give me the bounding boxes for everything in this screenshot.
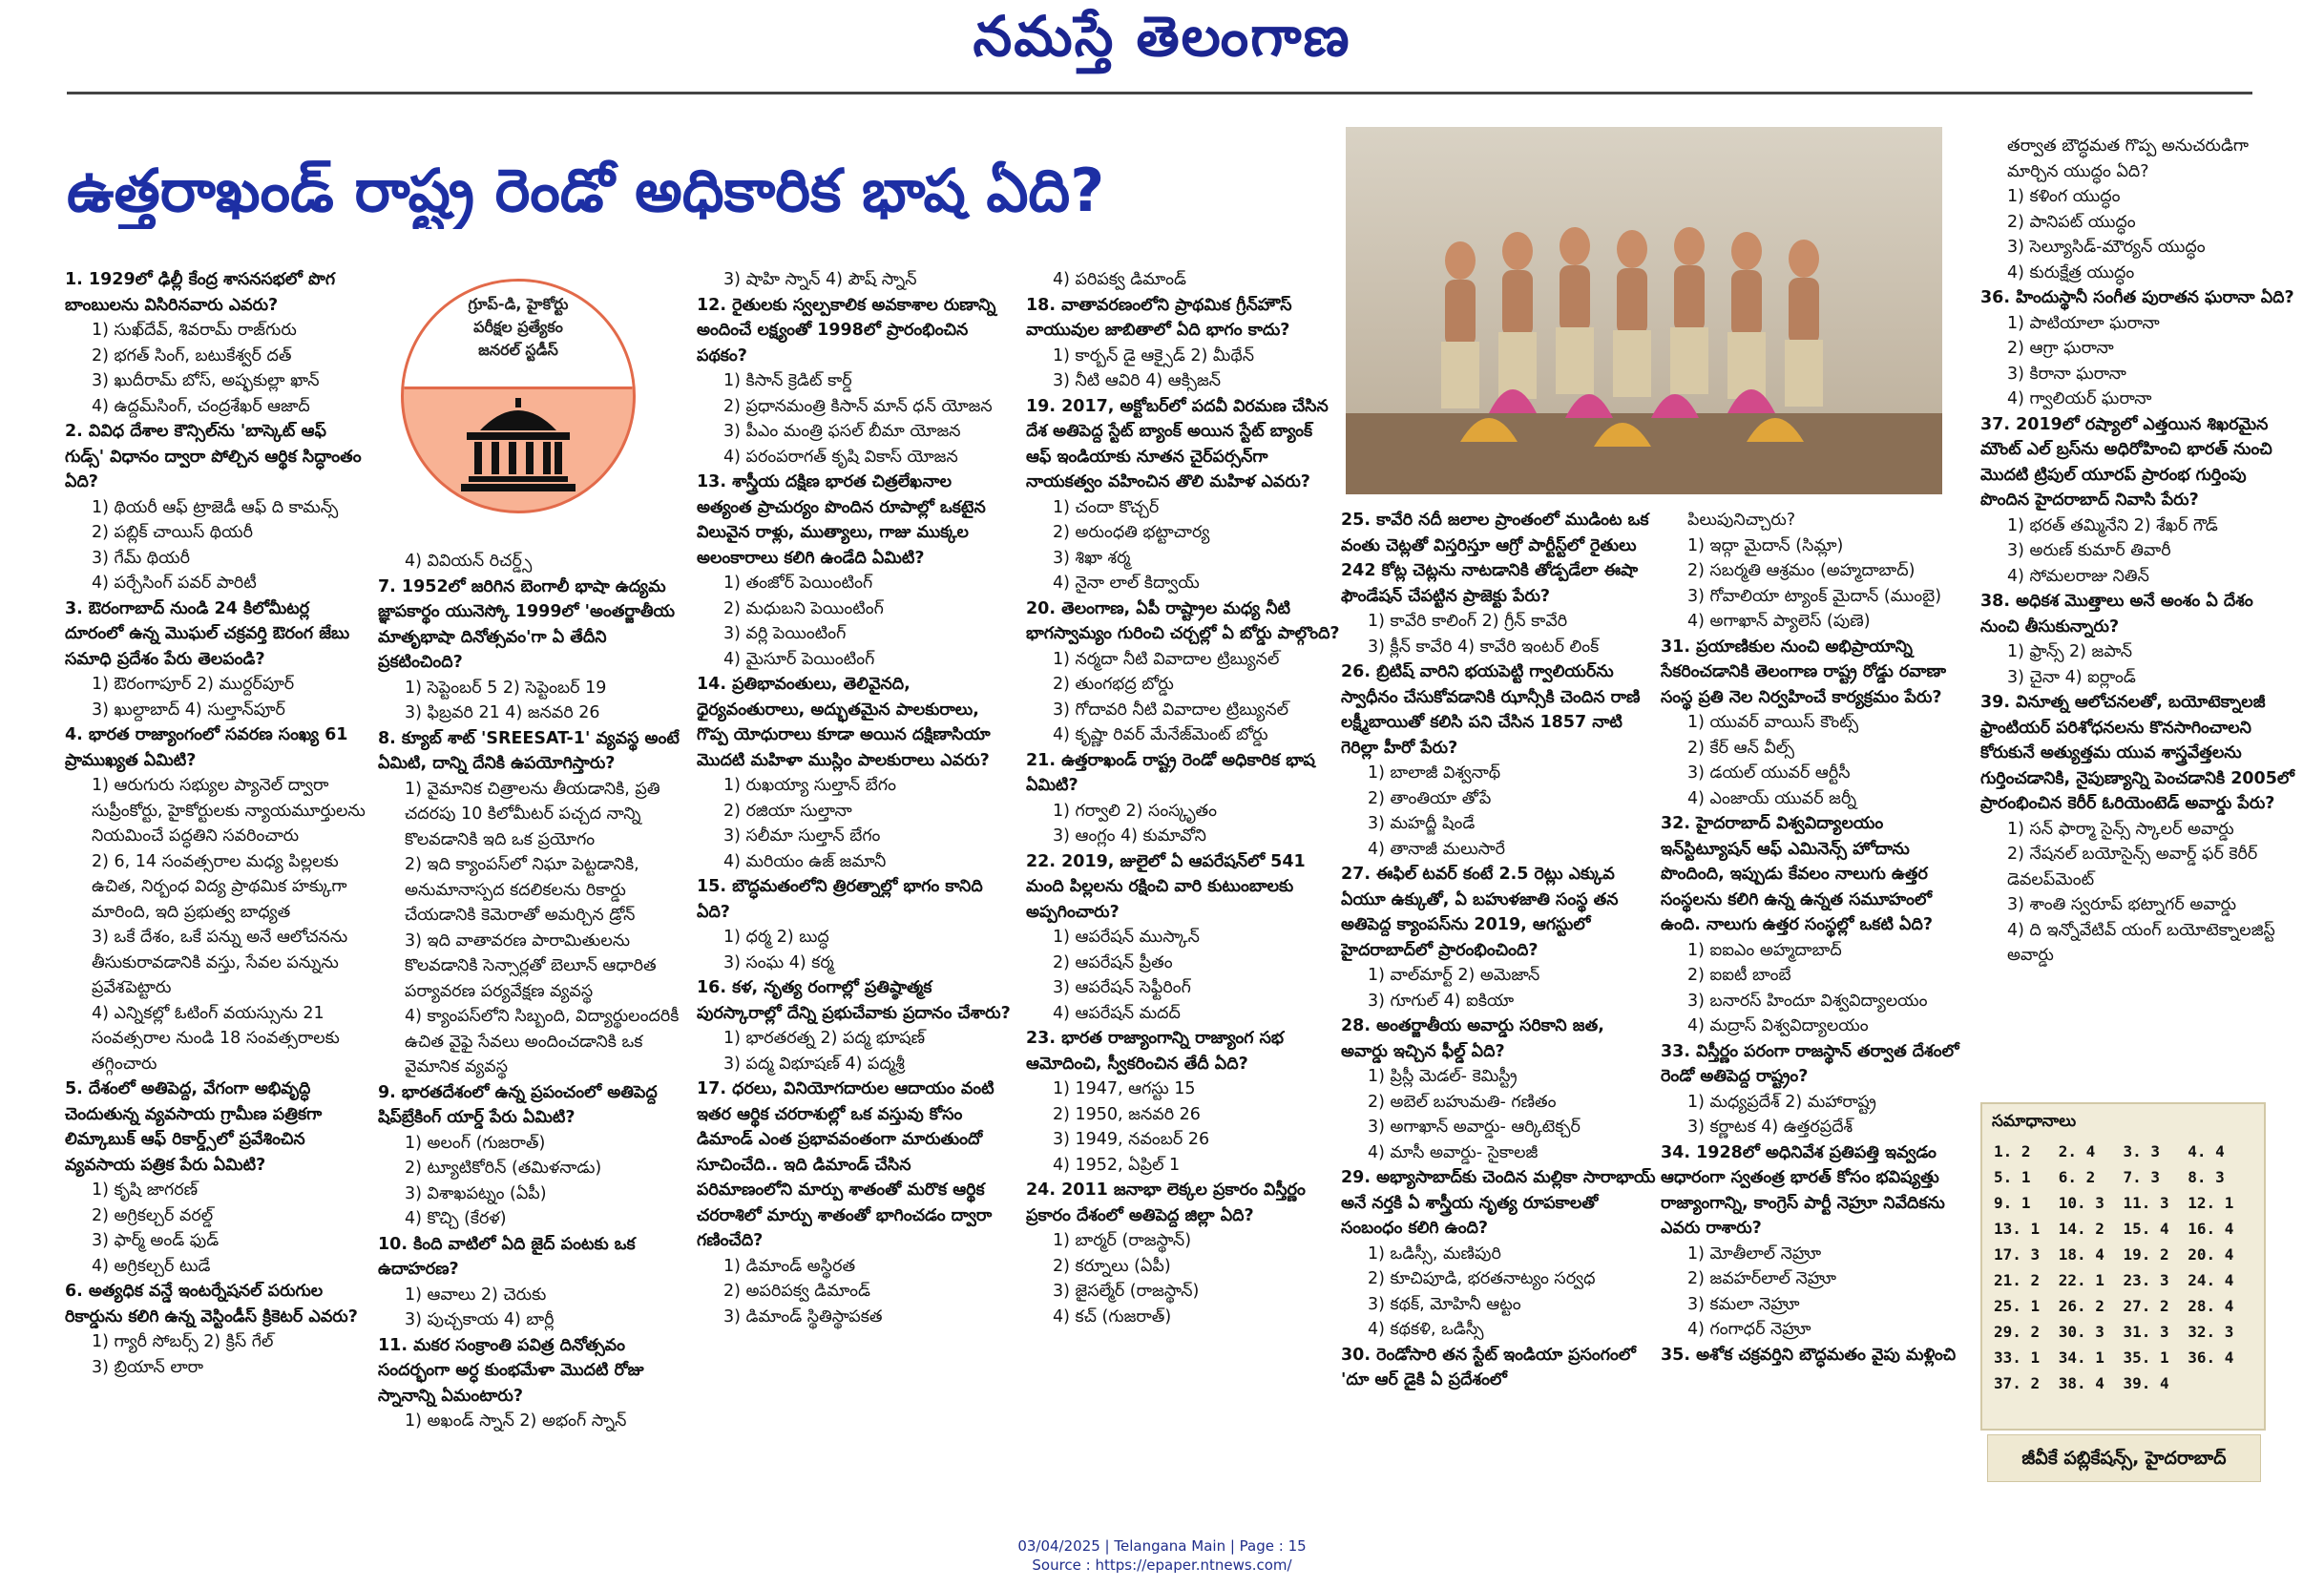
answer-option: 3) గూగుల్ 4) ఐకియా [1368,991,1515,1011]
question-text: 26. బ్రిటిష్ వారిని భయపెట్టి గ్వాలియర్‌ను స్వాధీనం చేసుకోవడానికి ఝాన్సీకి చెందిన రాణి లక్ష్మీబాయితో కలిసి పని చేసిన 1857 నాటి గెరిల్లా హీరో పేరు? [1341,662,1641,758]
badge-line-1: గ్రూప్-డి, హైకోర్టు [468,295,569,313]
answer-key-entry: 39. 4 [2123,1374,2169,1392]
answer-option: 4) మద్రాస్ విశ్వవిద్యాలయం [1687,1016,1869,1035]
answer-option: 3) కథక్, మోహినీ ఆట్టం [1368,1294,1521,1314]
answer-option: 2) అగ్రికల్చర్ వరల్డ్ [92,1205,214,1225]
question-text: 38. అధికశ మొత్తాలు అనే అంశం ఏ దేశం నుంచి తీసుకున్నారు? [1980,592,2253,637]
answer-option: 2) ఐఐటీ బాంబే [1687,966,1791,985]
answer-option: 3) డయల్ యువర్ ఆర్టీసీ [1687,763,1851,783]
answer-option: 3) గోవాలియా ట్యాంక్ మైదాన్ (ముంబై) [1687,586,1942,606]
footer-date-page: 03/04/2025 | Telangana Main | Page : 15 [1017,1537,1307,1555]
answer-option: 4) కొచ్చి (కేరళ) [405,1209,507,1228]
answer-option: 1) మధ్యప్రదేశ్ 2) మహారాష్ట్ర [1687,1092,1876,1112]
answer-option: 1) తంజోర్ పెయింటింగ్ [723,574,873,593]
answer-option: 3) బ్రియాన్ లారా [92,1357,204,1377]
question-text: 3. ఔరంగాబాద్ నుండి 24 కిలోమీటర్ల దూరంలో ఉన్న మొఘల్ చక్రవర్తి ఔరంగ జేబు సమాధి ప్రదేశం పేరు తెలపండి? [65,598,350,669]
answer-option: 4) పరంపరాగత్ కృషి వికాస్ యోజన [723,447,958,467]
newspaper-title: నమస్తే తెలంగాణ [973,4,1351,69]
answer-key-entry: 28. 4 [2188,1297,2234,1315]
answer-option: 2) భగత్ సింగ్, బటుకేశ్వర్ దత్ [92,345,292,366]
answer-key-entry: 3. 3 [2123,1142,2161,1160]
answer-option: 1) ఫ్రాన్స్ 2) జపాన్ [2007,642,2133,661]
answer-option: 1) కిసాన్ క్రెడిట్ కార్డ్ [723,371,852,390]
answer-option: 1) డిమాండ్ అస్థిరత [723,1256,856,1276]
answer-key-entry: 12. 1 [2188,1194,2234,1212]
answer-option: 4) 1952, ఏప్రిల్ 1 [1053,1155,1181,1175]
answer-option: 2) మధుబని పెయింటింగ్ [723,598,884,618]
answer-option: 3) వర్లి పెయింటింగ్ [723,624,847,643]
answer-option: 3) చైనా 4) ఐర్లాండ్ [2007,667,2136,687]
answer-option: 3) పద్మ విభూషణ్ 4) పద్మశ్రీ [723,1054,905,1074]
answer-option: 1) కార్బన్ డై ఆక్సైడ్ 2) మీథేన్ [1053,345,1255,366]
answer-key-entry: 34. 1 [2058,1348,2104,1367]
answer-option: 1) కృషి జాగరణ్ [92,1181,199,1200]
answer-option: 2) అబెల్ బహుమతి- గణితం [1368,1092,1557,1112]
answer-option: 3) ఒకే దేశం, ఒకే పన్ను అనే ఆలోచనను తీసుకురావడానికి వస్తు, సేవల పన్నును ప్రవేశపెట్టారు [92,928,348,997]
column-6 [1661,508,1966,1472]
question-text: 25. కావేరి నదీ జలాల ప్రాంతంలో ముడింట ఒక వంతు చెట్లతో విస్తరిస్తూ ఆగ్రో పార్టీస్ట్‌లో రైతులు 242 కోట్ల చెట్లను నాటడానికి తోడ్పడేలా ఈషా ఫౌండేషన్ చేపట్టిన ప్రాజెక్టు పేరు? [1341,511,1649,606]
answer-option: 3) విశాఖపట్నం (ఏపీ) [405,1183,547,1203]
answer-option: 3) నీటి ఆవిరి 4) ఆక్సిజన్ [1053,371,1222,390]
answer-option: 3) ఇది వాతావరణ పారామితులను కొలవడానికి సెన్సార్లతో బెలూన్ ఆధారిత పర్యావరణ పర్యవేక్షణ వ్యవస్థ [405,930,657,1001]
answer-option: 3) బనారస్ హిందూ విశ్వవిద్యాలయం [1687,991,1928,1011]
answer-key-grid [1982,1139,2264,1396]
answer-key-entry: 11. 3 [2123,1194,2169,1212]
question-text: 27. ఈఫిల్ టవర్ కంటే 2.5 రెట్లు ఎక్కువ ఏయూ ఉక్కుతో, ఏ బహుళజాతి సంస్థ తన అతిపెద్ద క్యాంపస్‌ను 2019, ఆగస్టులో హైదరాబాద్‌లో ప్రారంభించింది? [1341,865,1619,960]
answer-key-title: సమాధానాలు [1992,1112,2077,1131]
answer-option: పిలుపునిచ్చారు? [1687,511,1796,530]
answer-option: 3) గోదావరి నీటి వివాదాల ట్రిబ్యునల్ [1053,700,1289,720]
answer-option: 3) 1949, నవంబర్ 26 [1053,1130,1210,1149]
answer-option: 3) అగాఖాన్ అవార్డు- ఆర్కిటెక్చర్ [1368,1118,1581,1137]
answer-key-entry: 25. 1 [1994,1297,2041,1315]
question-text: 30. రెండోసారి తన స్టేట్ ఇండియా ప్రసంగంలో 'దూ ఆర్ డైకి ఏ ప్రదేశంలో [1341,1345,1636,1390]
masthead-divider [67,92,2252,94]
answer-option: 2) రజియా సుల్తానా [723,801,852,821]
answer-option: 1) ఆపరేషన్ ముస్కాన్ [1053,928,1200,947]
answer-key-entry: 10. 3 [2058,1194,2104,1212]
answer-option: 2) ఆగ్రా ఘరానా [2007,339,2114,358]
answer-option: 3) శిఖా శర్మ [1053,548,1131,568]
answer-option: 4) కథకళి, ఒడిస్సీ [1368,1320,1484,1339]
answer-option: 3) మహద్జీ షిండే [1368,814,1476,833]
answer-option: 4) నైనా లాల్ కిద్వాయ్ [1053,574,1200,593]
answer-option: 3) ఆంగ్లం 4) కుమావోని [1053,826,1206,846]
column-3 [697,267,1012,1470]
answer-option: 4) కచ్ (గుజరాత్) [1053,1306,1172,1327]
answer-option: 1) కావేరి కాలింగ్ 2) గ్రీన్ కావేరి [1368,612,1568,631]
answer-option: 1) సుఖ్‌దేవ్, శివరామ్ రాజ్‌గురు [92,321,297,340]
question-text: 36. హిందుస్థానీ సంగీత పురాతన ఘరానా ఏది? [1980,288,2294,307]
question-text: 33. విస్తీర్ణం పరంగా రాజస్థాన్ తర్వాత దేశంలో రెండో అతిపెద్ద రాష్ట్రం? [1661,1041,1959,1086]
answer-option: 4) ఎన్నికల్లో ఓటింగ్ వయస్సును 21 సంవత్సరాల నుండి 18 సంవత్సరాలకు తగ్గించారు [92,1003,340,1074]
question-text: 11. మకర సంక్రాంతి పవిత్ర దినోత్సవం సందర్భంగా అర్ధ కుంభమేళా మొదటి రోజు స్నానాన్ని ఏమంటారు? [378,1335,644,1406]
answer-option: 1) పాటియాలా ఘరానా [2007,313,2160,333]
answer-option: 3) జైసల్మేర్ (రాజస్థాన్) [1053,1282,1200,1301]
answer-option: 2) తాంతియా తోపే [1368,788,1492,808]
column-7 [1980,134,2295,1097]
building-icon [404,396,633,501]
answer-option: 2) తుంగభద్ర బోర్డు [1053,675,1174,694]
answer-key-entry: 9. 1 [1994,1194,2031,1212]
question-text: 31. ప్రయాణికుల నుంచి అభిప్రాయాన్ని సేకరించడానికి తెలంగాణ రాష్ట్ర రోడ్డు రవాణా సంస్థ ప్రతి నెల నిర్వహించే కార్యక్రమం పేరు? [1661,637,1946,707]
answer-key-entry: 19. 2 [2123,1245,2169,1264]
answer-option: 2) కూచిపూడి, భరతనాట్యం సర్వధ [1368,1269,1596,1288]
answer-option: 4) గ్వాలియర్ ఘరానా [2007,389,2152,408]
question-text: 10. కింది వాటిలో ఏది జైద్ పంటకు ఒక ఉదాహరణ? [378,1234,636,1279]
answer-option: 1) అఖండ్ స్నాన్ 2) అభంగ్ స్నాన్ [405,1411,627,1431]
question-text: 24. 2011 జనాభా లెక్కల ప్రకారం విస్తీర్ణం ప్రకారం దేశంలో అతిపెద్ద జిల్లా ఏది? [1026,1181,1306,1225]
answer-option: 3) కమలా నెహ్రూ [1687,1294,1800,1314]
answer-option: 4) అగాఖాన్ ప్యాలెస్ (పుణె) [1687,612,1871,631]
answer-option: 1) ఔరంగాపూర్ 2) ముర్దర్‌పూర్ [92,675,295,694]
answer-key-entry: 15. 4 [2123,1220,2169,1238]
answer-option: 1) 1947, ఆగస్టు 15 [1053,1079,1196,1098]
column-2 [378,549,683,1465]
answer-option: 1) సెప్టెంబర్ 5 2) సెప్టెంబర్ 19 [405,678,607,698]
answer-option: తర్వాత బౌద్ధమత గొప్ప అనుచరుడిగా మార్చిన యుద్ధం ఏది? [2007,136,2250,181]
answer-key-entry: 16. 4 [2188,1220,2234,1238]
answer-option: 4) క్యాంపస్‌లోని సిబ్బంది, విద్యార్థులందరికీ ఉచిత వైఫై సేవలు అందించడానికి ఒక వైమానిక వ్యవస్థ [405,1007,680,1076]
answer-option: 3) ఖుదీరామ్ బోస్, అష్ఫకుల్లా ఖాన్ [92,371,320,390]
answer-option: 4) ఆపరేషన్ మదద్ [1053,1003,1181,1023]
question-text: 7. 1952లో జరిగిన బెంగాలీ భాషా ఉద్యమ జ్ఞాపకార్థం యునెస్కో 1999లో 'అంతర్జాతీయ మాతృభాషా దినోత్సవం'గా ఏ తేదీని ప్రకటించింది? [378,576,676,672]
answer-key-entry: 18. 4 [2058,1245,2104,1264]
question-text: 5. దేశంలో అతిపెద్ద, వేగంగా అభివృద్ధి చెందుతున్న వ్యవసాయ గ్రామీణ పత్రికగా లిమ్కాబుక్ ఆఫ్ రికార్డ్స్‌లో ప్రవేశించిన వ్యవసాయ పత్రిక పేరు ఏమిటి? [65,1079,323,1175]
answer-option: 1) ఇద్గా మైదాన్ (సిమ్లా) [1687,535,1844,555]
answer-option: 4) గంగాధర్ నెహ్రూ [1687,1320,1811,1339]
answer-key-entry: 36. 4 [2188,1348,2234,1367]
answer-option: 1) బాలాజీ విశ్వనాథ్ [1368,763,1501,783]
answer-key-entry: 13. 1 [1994,1220,2041,1238]
question-text: 12. రైతులకు స్వల్పకాలిక అవకాశాల రుణాన్ని అందించే లక్ష్యంతో 1998లో ప్రారంభించిన పథకం? [697,295,996,366]
column-4 [1026,267,1341,1470]
answer-option: 3) శాంతి స్వరూప్ భట్నాగర్ అవార్డు [2007,895,2237,914]
answer-key-entry: 26. 2 [2058,1297,2104,1315]
question-text: 15. బౌద్ధమతంలోని త్రిరత్నాల్లో భాగం కానిది ఏది? [697,877,983,922]
answer-option: 4) కురుక్షేత్ర యుద్ధం [2007,262,2135,282]
question-text: 39. వినూత్న ఆలోచనలతో, బయోటెక్నాలజీ ఫ్రాంటియర్ పరిశోధనలను కొనసాగించాలని కోరుకునే అత్యుత్తమ యువ శాస్త్రవేత్తలను గుర్తించడానికి, నైపుణ్యాన్ని పెంచడానికి 2005లో ప్రారంభించిన కెరీర్ ఓరియెంటెడ్ అవార్డు పేరు? [1980,693,2294,813]
page-headline: ఉత్తరాఖండ్ రాష్ట్ర రెండో అధికారిక భాష ఏది? [67,156,1105,225]
answer-key-entry: 7. 3 [2123,1168,2161,1186]
answer-option: 2) కర్నూలు (ఏపీ) [1053,1256,1171,1276]
question-text: 13. శాస్త్రీయ దక్షిణ భారత చిత్రలేఖనాల అత్యంత ప్రాచుర్యం పొందిన రూపాల్లో ఒకటైన విలువైన రాళ్లు, ముత్యాలు, గాజు ముక్కల అలంకారాలు కలిగి ఉండేది ఏమిటి? [697,472,986,568]
question-text: 28. అంతర్జాతీయ అవార్డు సరికాని జత, అవార్డు ఇచ్చిన ఫీల్డ్ ఏది? [1341,1016,1604,1061]
question-text: 14. ప్రతిభావంతులు, తెలివైనది, ధైర్యవంతురాలు, అద్భుతమైన పాలకురాలు, గొప్ప యోధురాలు కూడా అయిన దక్షిణాసియా మొదటి మహిళా ముస్లిం పాలకురాలు ఎవరు? [697,675,991,770]
answer-option: 3) ఆపరేషన్ సెఫ్టీరింగ్ [1053,978,1191,997]
answer-option: 2) ఆపరేషన్ ప్రీతం [1053,952,1173,972]
answer-option: 1) ఒడిస్సీ, మణిపురి [1368,1243,1501,1264]
answer-option: 4) ఉద్దమ్‌సింగ్, చంద్రశేఖర్ ఆజాద్ [92,396,310,416]
column-1 [65,267,368,1470]
answer-option: 4) కృష్ణా రివర్ మేనేజ్‌మెంట్ బోర్డు [1053,725,1268,744]
answer-option: 1) ఆవాలు 2) చెరుకు [405,1285,547,1305]
answer-option: 1) యువర్ వాయిస్ కౌంట్స్ [1687,713,1859,732]
answer-option: 3) డిమాండ్ స్థితిస్థాపకత [723,1306,883,1327]
answer-option: 2) కేర్ ఆన్ వీల్స్ [1687,738,1795,758]
answer-option: 2) ట్యూటికోరిన్ (తమిళనాడు) [405,1159,602,1178]
answer-key-entry: 37. 2 [1994,1374,2041,1392]
answer-option: 2) జవహర్‌లాల్ నెహ్రూ [1687,1269,1836,1288]
answer-option: 3) సెల్యూసిడ్-మౌర్యన్ యుద్ధం [2007,238,2206,257]
question-text: 23. భారత రాజ్యాంగాన్ని రాజ్యాంగ సభ ఆమోదించి, స్వీకరించిన తేదీ ఏది? [1026,1029,1284,1074]
dancers-photo [1346,127,1942,494]
answer-key-entry: 8. 3 [2188,1168,2225,1186]
question-text: 2. వివిధ దేశాల కౌన్సిల్‌ను 'బాస్కెట్ ఆఫ్ గుడ్స్' విధానం ద్వారా పోల్చిన ఆర్థిక సిద్ధాంతం ఏది? [65,422,362,491]
answer-key-entry: 30. 3 [2058,1323,2104,1341]
answer-key-entry: 1. 2 [1994,1142,2031,1160]
answer-option: 2) పానిపట్ యుద్ధం [2007,212,2136,232]
answer-option: 1) చందా కొచ్చర్ [1053,497,1160,517]
answer-option: 4) వివియన్ రిచర్డ్స్ [405,552,533,571]
answer-key-entry: 17. 3 [1994,1245,2041,1264]
question-text: 21. ఉత్తరాఖండ్ రాష్ట్ర రెండో అధికారిక భాష ఏమిటి? [1026,750,1315,795]
answer-key-box [1980,1102,2266,1431]
answer-option: 4) మైసూర్ పెయింటింగ్ [723,649,875,669]
answer-option: 4) తానాజీ మలుసారే [1368,839,1506,859]
answer-option: 2) 6, 14 సంవత్సరాల మధ్య పిల్లలకు ఉచిత, నిర్బంధ విద్య ప్రాథమిక హక్కుగా మారింది, ఇది ప్రభుత్వ బాధ్యత [92,851,347,922]
answer-option: 1) సన్ ఫార్మా సైన్స్ స్కాలర్ అవార్డు [2007,819,2234,839]
answer-key-entry: 4. 4 [2188,1142,2225,1160]
answer-key-entry: 31. 3 [2123,1323,2169,1341]
answer-option: 1) ఐఐఎం అహ్మదాబాద్ [1687,940,1842,960]
question-text: 20. తెలంగాణ, ఏపీ రాష్ట్రాల మధ్య నీటి భాగస్వామ్యం గురించి చర్చల్లో ఏ బోర్డు పాల్గొంది? [1026,598,1340,643]
question-text: 19. 2017, అక్టోబర్‌లో పదవీ విరమణ చేసిన దేశ అతిపెద్ద స్టేట్ బ్యాంక్ అయిన స్టేట్ బ్యాంక్ ఆఫ్ ఇండియాకు నూతన చైర్‌పర్సన్‌గా నాయకత్వం వహించిన తొలి మహిళ ఎవరు? [1026,396,1329,491]
answer-option: 3) ఫార్మ్ అండ్ ఫుడ్ [92,1231,220,1250]
badge-line-2: పరీక్షల ప్రత్యేకం [473,318,563,336]
answer-option: 3) షాహి స్నాన్ 4) పౌష్ స్నాన్ [723,270,917,289]
question-text: 17. ధరలు, వినియోగదారుల ఆదాయం వంటి ఇతర ఆర్థిక చరరాశుల్లో ఒక వస్తువు కోసం డిమాండ్ ఎంత ప్రభావవంతంగా మారుతుందో సూచించేది.. ఇది డిమాండ్ చేసిన పరిమాణంలోని మార్పు శాతంతో మరొక ఆర్థిక చరరాశిలో మార్పు శాతంతో భాగించడం ద్వారా గణించేది? [697,1079,995,1250]
answer-key-entry: 32. 3 [2188,1323,2234,1341]
answer-option: 4) ది ఇన్నోవేటివ్ యంగ్ బయోటెక్నాలజిస్ట్ అవార్డు [2007,920,2275,965]
answer-option: 1) భారతరత్న 2) పద్మ భూషణ్ [723,1029,926,1048]
question-text: 22. 2019, జులైలో ఏ ఆపరేషన్‌లో 541 మంది పిల్లలను రక్షించి వారి కుటుంబాలకు అప్పగించారు? [1026,851,1306,922]
answer-key-entry: 33. 1 [1994,1348,2041,1367]
answer-key-entry: 6. 2 [2058,1168,2096,1186]
answer-option: 1) వాల్‌మార్ట్ 2) అమెజాన్ [1368,966,1540,985]
answer-option: 3) ఖుల్దాబాద్ 4) సుల్తాన్‌పూర్ [92,700,285,720]
answer-key-entry: 27. 2 [2123,1297,2169,1315]
question-text: 6. అత్యధిక వన్డే ఇంటర్నేషనల్ పరుగుల రికార్డును కలిగి ఉన్న వెస్టిండీస్ క్రికెటర్ ఎవరు? [65,1282,358,1327]
section-badge [401,279,636,513]
answer-key-entry: 24. 4 [2188,1271,2234,1289]
answer-option: 2) నేషనల్ బయోసైన్స్ అవార్డ్ ఫర్ కెరీర్ డెవలప్‌మెంట్ [2007,845,2258,889]
answer-option: 3) కిరానా ఘరానా [2007,364,2126,384]
masthead [0,0,2324,88]
answer-option: 2) అపరిపక్వ డిమాండ్ [723,1282,870,1301]
answer-option: 3) కర్ణాటక 4) ఉత్తరప్రదేశ్ [1687,1118,1853,1137]
question-text: 18. వాతావరణంలోని ప్రాథమిక గ్రీన్‌హౌస్ వాయువుల జాబితాలో ఏది భాగం కాదు? [1026,295,1292,340]
answer-option: 3) సలీమా సుల్తాన్ బేగం [723,826,881,846]
answer-option: 1) మోతీలాల్ నెహ్రూ [1687,1243,1822,1264]
question-text: 37. 2019లో రష్యాలో ఎత్తయిన శిఖరమైన మౌంట్ ఎల్ బ్రస్‌ను అధిరోహించి భారత్ నుంచి మొదటి ట్రిపుల్ యూరప్ ప్రారంభ గుర్తింపు పొందిన హైదరాబాద్ నివాసి పేరు? [1980,414,2272,510]
answer-option: 4) అగ్రికల్చర్ టుడే [92,1256,211,1276]
answer-option: 2) ఇది క్యాంపస్‌లో నిఘా పెట్టడానికి, అనుమానాస్పద కదలికలను రికార్డు చేయడానికి కెమెరాతో అమర్చిన డ్రోన్ [405,855,639,925]
answer-key-entry: 21. 2 [1994,1271,2041,1289]
answer-option: 1) ధర్మ 2) బుద్ధ [723,928,829,947]
answer-key-entry: 5. 1 [1994,1168,2031,1186]
footer-source: Source : https://epaper.ntnews.com/ [1032,1557,1292,1574]
answer-option: 3) సంఘ 4) కర్మ [723,952,834,972]
answer-option: 2) పబ్లిక్ చాయిస్ థియరీ [92,523,254,542]
answer-option: 1) గర్వాలి 2) సంస్కృతం [1053,801,1217,821]
question-text: 35. అశోక చక్రవర్తిని బౌద్ధమతం వైపు మళ్లించి [1661,1345,1957,1365]
question-text: 34. 1928లో అధినివేశ ప్రతిపత్తి ఇవ్వడం ఆధారంగా స్వతంత్ర భారత్ కోసం భవిష్యత్తు రాజ్యాంగాన్ని, కాంగ్రెస్ పార్టీ నెహ్రూ నివేదికను ఎవరు రాశారు? [1661,1142,1945,1238]
question-text: 1. 1929లో ఢిల్లీ కేంద్ర శాసనసభలో పొగ బాంబులను విసిరినవారు ఎవరు? [65,270,336,315]
question-text: 16. కళ, నృత్య రంగాల్లో ప్రతిష్ఠాత్మక పురస్కారాల్లో దేన్ని ప్రభుచేవాకు ప్రదానం చేశారు? [697,978,1011,1023]
answer-option: 4) మరియం ఉజ్ జమానీ [723,851,887,871]
page-footer [0,1536,2324,1575]
question-text: 8. క్యూబ్ శాట్ 'SREESAT-1' వ్యవస్థ అంటే ఏమిటి, దాన్ని దేనికి ఉపయోగిస్తారు? [378,728,680,773]
answer-option: 3) గేమ్ థియరీ [92,548,191,568]
question-text: 32. హైదరాబాద్ విశ్వవిద్యాలయం ఇన్‌స్టిట్యూషన్ ఆఫ్ ఎమినెన్స్ హోదాను పొందింది, ఇప్పుడు కేవలం నాలుగు ఉత్తర సంస్థలను కలిగి ఉన్న ఉన్నత సమూహంలో ఉంది. నాలుగు ఉత్తర సంస్థల్లో ఒకటి ఏది? [1661,814,1933,934]
badge-line-3: జనరల్ స్టడీస్ [478,341,558,359]
answer-option: 4) మాసీ అవార్డు- సైకాలజీ [1368,1142,1539,1162]
column-5 [1341,508,1656,1472]
answer-option: 1) థియరీ ఆఫ్ ట్రాజెడీ ఆఫ్ ది కామన్స్ [92,497,339,517]
answer-option: 4) పర్చేసింగ్ పవర్ పారిటీ [92,574,257,593]
answer-option: 4) సోమలరాజు నితిన్ [2007,566,2149,586]
answer-key-entry: 29. 2 [1994,1323,2041,1341]
answer-key-entry: 22. 1 [2058,1271,2104,1289]
answer-option: 1) నర్మదా నీటి వివాదాల ట్రిబ్యునల్ [1053,649,1280,669]
answer-option: 1) అలంగ్ (గుజరాత్) [405,1133,546,1153]
answer-key-entry: 20. 4 [2188,1245,2234,1264]
question-text: 9. భారతదేశంలో ఉన్న ప్రపంచంలో అతిపెద్ద షిప్‌బ్రేకింగ్ యార్డ్ పేరు ఏమిటి? [378,1082,658,1127]
answer-option: 1) ప్రిస్లీ మెడల్- కెమిస్ట్రీ [1368,1067,1518,1086]
publisher-credit: జీవీకే పబ్లికేషన్స్, హైదరాబాద్ [1987,1434,2261,1482]
answer-key-entry: 35. 1 [2123,1348,2169,1367]
question-text: 4. భారత రాజ్యాంగంలో సవరణ సంఖ్య 61 ప్రాముఖ్యత ఏమిటి? [65,725,348,770]
answer-option: 1) వైమానిక చిత్రాలను తీయడానికి, ప్రతి చదరపు 10 కిలోమీటర్ పచ్చద నాన్ని కొలవడానికి ఇది ఒక ప్రయోగం [405,779,660,849]
answer-option: 1) బార్మర్ (రాజస్థాన్) [1053,1231,1192,1250]
answer-option: 4) పరిపక్వ డిమాండ్ [1053,270,1186,289]
answer-option: 3) అరుణ్ కుమార్ తివారీ [2007,541,2171,560]
answer-option: 2) సబర్మతి ఆశ్రమం (అహ్మదాబాద్) [1687,561,1916,580]
answer-key-entry: 23. 3 [2123,1271,2169,1289]
answer-option: 3) పుచ్చకాయ 4) బార్లీ [405,1310,555,1329]
answer-option: 3) ఫిబ్రవరి 21 4) జనవరి 26 [405,703,600,722]
answer-key-entry: 14. 2 [2058,1220,2104,1238]
answer-option: 3) క్లీన్ కావేరి 4) కావేరి ఇంటర్ లింక్ [1368,637,1600,657]
answer-option: 1) భరత్ తమ్మినేని 2) శేఖర్ గౌడ్ [2007,515,2218,535]
answer-option: 3) పీఎం మంత్రి ఫసల్ బీమా యోజన [723,422,961,441]
answer-option: 2) అరుంధతి భట్టాచార్య [1053,523,1210,542]
answer-option: 1) గ్యారీ సోబర్స్ 2) క్రిస్ గేల్ [92,1332,274,1351]
answer-key-entry: 2. 4 [2058,1142,2096,1160]
answer-option: 2) ప్రధానమంత్రి కిసాన్ మాన్ ధన్ యోజన [723,396,993,416]
answer-option: 1) కళింగ యుద్ధం [2007,187,2121,206]
answer-key-entry: 38. 4 [2058,1374,2104,1392]
answer-option: 2) 1950, జనవరి 26 [1053,1104,1201,1124]
answer-option: 1) ఆరుగురు సభ్యుల ప్యానెల్ ద్వారా సుప్రీంకోర్టు, హైకోర్టులకు న్యాయమూర్తులను నియమించే పద్ధతిని సవరించారు [92,776,366,846]
answer-option: 4) ఎంజాయ్ యువర్ జర్నీ [1687,788,1857,808]
question-text: 29. అభ్యాసాబాద్‌కు చెందిన మల్లికా సారాభాయ్ అనే నర్తకి ఏ శాస్త్రీయ నృత్య రూపకాలతో సంబంధం కలిగి ఉంది? [1341,1168,1656,1238]
answer-option: 1) రుఖయ్యా సుల్తాన్ బేగం [723,776,896,795]
